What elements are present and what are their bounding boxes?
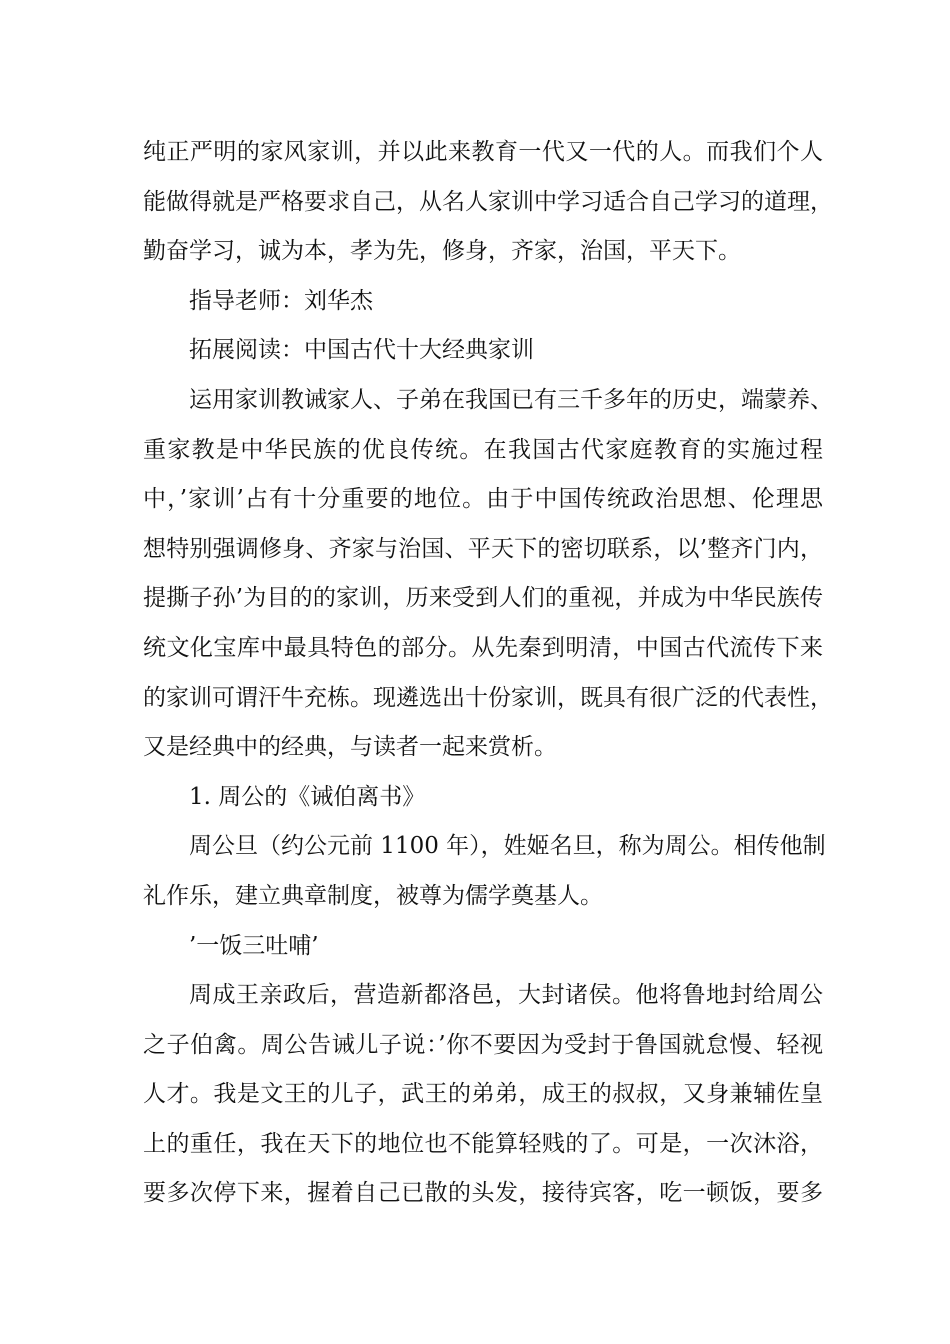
text-line: 周成王亲政后，营造新都洛邑，大封诸侯。他将鲁地封给周公 [189, 982, 823, 1009]
text-line: 的家训可谓汗牛充栋。现遴选出十份家训，既具有很广泛的代表性， [143, 684, 833, 711]
text-line: 又是经典中的经典，与读者一起来赏析。 [143, 734, 557, 761]
text-line: 统文化宝库中最具特色的部分。从先秦到明清，中国古代流传下来 [143, 634, 823, 661]
text-line: 重家教是中华民族的优良传统。在我国古代家庭教育的实施过程 [143, 436, 823, 463]
document-body [143, 128, 833, 1219]
text-line: 提撕子孙’为目的的家训，历来受到人们的重视，并成为中华民族传 [143, 585, 823, 612]
text-line: 之子伯禽。周公告诫儿子说：’你不要因为受封于鲁国就怠慢、轻视 [143, 1031, 823, 1058]
text-line: 礼作乐，建立典章制度，被尊为儒学奠基人。 [143, 882, 603, 909]
text-line: 人才。我是文王的儿子，武王的弟弟，成王的叔叔，又身兼辅佐皇 [143, 1081, 823, 1108]
text-line: 纯正严明的家风家训，并以此来教育一代又一代的人。而我们个人 [143, 139, 823, 165]
text-line: 要多次停下来，握着自己已散的头发，接待宾客，吃一顿饭，要多 [143, 1180, 823, 1207]
section-heading: 1. 周公的《诫伯离书》 [189, 783, 426, 810]
text-line: 想特别强调修身、齐家与治国、平天下的密切联系，以’整齐门内， [143, 535, 823, 562]
text-line: 中，’家训’占有十分重要的地位。由于中国传统政治思想、伦理思 [143, 486, 823, 513]
text-line: 运用家训教诫家人、子弟在我国已有三千多年的历史，端蒙养、 [189, 386, 833, 413]
subheading: ’一饭三吐哺’ [189, 932, 319, 959]
text-line: 周公旦（约公元前 1100 年），姓姬名旦，称为周公。相传他制 [189, 833, 826, 860]
extended-reading-title: 拓展阅读：中国古代十大经典家训 [189, 337, 534, 364]
text-line: 能做得就是严格要求自己，从名人家训中学习适合自己学习的道理， [143, 188, 833, 215]
advisor-line: 指导老师：刘华杰 [189, 287, 373, 314]
text-line: 勤奋学习，诚为本，孝为先，修身，齐家，治国，平天下。 [143, 238, 741, 265]
text-line: 上的重任，我在天下的地位也不能算轻贱的了。可是，一次沐浴， [143, 1130, 823, 1157]
